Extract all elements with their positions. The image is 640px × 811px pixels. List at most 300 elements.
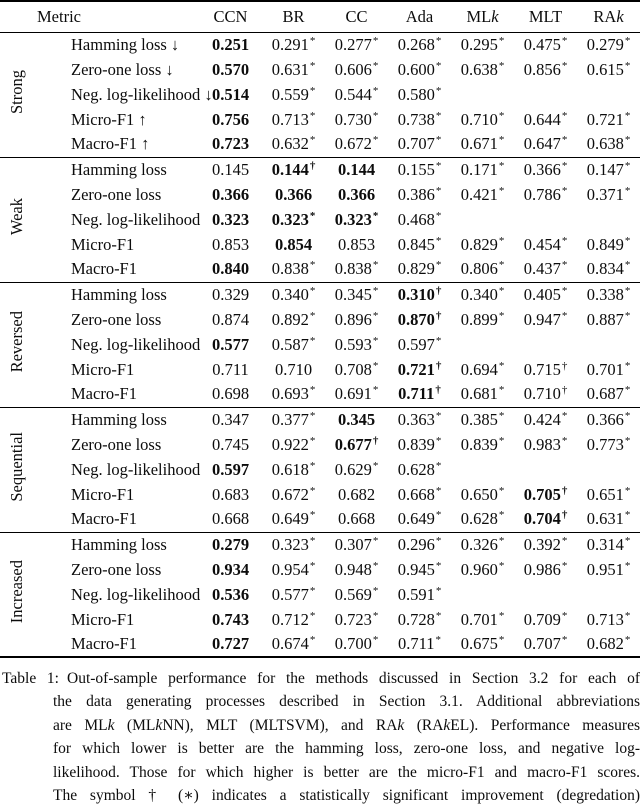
metric-value: 0.839	[397, 434, 435, 454]
group-cell	[0, 32, 34, 157]
value-cell	[325, 32, 388, 57]
metric-value: 0.870	[397, 309, 435, 329]
asterisk-marker: *	[435, 559, 442, 572]
metric-value: 0.277	[334, 34, 372, 54]
asterisk-marker: *	[498, 109, 505, 122]
metric-value: 0.251	[211, 34, 250, 54]
value-cell	[262, 82, 325, 107]
metric-value: 0.853	[337, 234, 376, 254]
asterisk-marker: *	[435, 184, 442, 197]
asterisk-marker: *	[561, 134, 568, 147]
caption-lines	[0, 667, 640, 807]
value-cell	[514, 132, 577, 157]
asterisk-marker: *	[372, 459, 379, 472]
value-cell	[514, 432, 577, 457]
value-cell	[325, 532, 388, 557]
table-row	[0, 382, 640, 407]
asterisk-marker: *	[372, 134, 379, 147]
value-cell	[199, 332, 262, 357]
value-cell	[262, 332, 325, 357]
asterisk-marker: *	[309, 284, 316, 297]
asterisk-marker: *	[624, 384, 631, 397]
asterisk-marker: *	[624, 409, 631, 422]
metric-value: 0.708	[334, 359, 372, 379]
value-cell	[199, 357, 262, 382]
asterisk-marker: *	[498, 134, 505, 147]
value-cell	[325, 307, 388, 332]
value-cell	[577, 632, 640, 657]
value-cell	[388, 382, 451, 407]
metric-value: 0.615	[586, 59, 624, 79]
metric-value: 0.338	[586, 284, 624, 304]
metric-value: 0.838	[334, 259, 372, 279]
metric-value: 0.834	[586, 259, 624, 279]
asterisk-marker: *	[498, 559, 505, 572]
metric-value: 0.310	[397, 284, 435, 304]
metric-value: 0.728	[397, 609, 435, 629]
value-cell	[262, 532, 325, 557]
metric-value: 0.854	[274, 234, 313, 254]
metric-value: 0.745	[211, 434, 250, 454]
metric-label: Zero-one loss	[71, 559, 162, 579]
value-cell	[199, 232, 262, 257]
value-cell	[199, 407, 262, 432]
value-cell	[514, 282, 577, 307]
asterisk-marker: *	[624, 534, 631, 547]
table-row	[0, 207, 640, 232]
metric-value: 0.577	[271, 584, 309, 604]
asterisk-marker: *	[435, 109, 442, 122]
caption-line: are MLk (MLkNN), MLT (MLTSVM), and RAk (RAkEL). Performance measures	[53, 716, 640, 734]
value-cell	[325, 157, 388, 182]
value-cell	[199, 257, 262, 282]
asterisk-marker: *	[561, 59, 568, 72]
metric-value: 0.326	[460, 534, 498, 554]
asterisk-marker: *	[624, 234, 631, 247]
asterisk-marker: *	[624, 59, 631, 72]
metric-value: 0.323	[211, 209, 250, 229]
value-cell	[514, 82, 577, 107]
metric-value: 0.934	[211, 559, 250, 579]
metric-label: Macro-F1 ↑	[71, 134, 150, 154]
dagger-marker: †	[561, 384, 568, 397]
metric-value: 0.366	[211, 184, 250, 204]
metric-value: 0.721	[397, 359, 435, 379]
metric-value: 0.874	[211, 309, 250, 329]
asterisk-marker: *	[435, 159, 442, 172]
value-cell	[451, 232, 514, 257]
metric-value: 0.840	[211, 259, 250, 279]
metric-value: 0.675	[460, 634, 498, 653]
metric-value: 0.651	[586, 484, 624, 504]
metric-label: Micro-F1	[71, 484, 135, 504]
asterisk-marker: *	[498, 259, 505, 272]
value-cell	[451, 57, 514, 82]
metric-value: 0.948	[334, 559, 372, 579]
metric-value: 0.340	[460, 284, 498, 304]
value-cell	[577, 232, 640, 257]
metric-value: 0.366	[274, 184, 313, 204]
value-cell	[199, 282, 262, 307]
asterisk-marker: *	[561, 309, 568, 322]
group-increased	[0, 532, 640, 657]
metric-value: 0.638	[586, 134, 624, 154]
metric-label: Macro-F1	[71, 384, 137, 404]
value-cell	[388, 32, 451, 57]
column-header-mlt: MLT	[528, 6, 563, 26]
metric-value: 0.644	[523, 109, 561, 129]
value-cell	[388, 132, 451, 157]
asterisk-marker: *	[498, 159, 505, 172]
value-cell	[577, 332, 640, 357]
metric-value: 0.600	[397, 59, 435, 79]
asterisk-marker: *	[435, 234, 442, 247]
metric-value: 0.687	[586, 384, 624, 404]
metric-value: 0.713	[271, 109, 309, 129]
metric-label: Neg. log-likelihood	[71, 209, 201, 229]
value-cell	[325, 607, 388, 632]
asterisk-marker: *	[435, 509, 442, 522]
table-row	[0, 107, 640, 132]
caption-line: The symbol † (∗) indicates a statistically significant improvement (degredation)	[53, 787, 640, 805]
value-cell	[199, 57, 262, 82]
metric-value: 0.366	[337, 184, 376, 204]
value-cell	[199, 457, 262, 482]
metric-value: 0.701	[586, 359, 624, 379]
metric-value: 0.947	[523, 309, 561, 329]
metric-value: 0.682	[586, 634, 624, 653]
value-cell	[388, 332, 451, 357]
metric-value: 0.694	[460, 359, 498, 379]
value-cell	[199, 107, 262, 132]
metric-value: 0.853	[211, 234, 250, 254]
table-row	[0, 532, 640, 557]
value-cell	[262, 207, 325, 232]
group-cell	[0, 157, 34, 282]
asterisk-marker: *	[372, 309, 379, 322]
asterisk-marker: *	[561, 259, 568, 272]
value-cell	[262, 382, 325, 407]
metric-label: Hamming loss ↓	[71, 34, 180, 54]
value-cell	[325, 357, 388, 382]
caption-label: Table 1:	[2, 670, 59, 687]
metric-value: 0.570	[211, 59, 250, 79]
asterisk-marker: *	[309, 259, 316, 272]
value-cell	[388, 57, 451, 82]
metric-value: 0.730	[334, 109, 372, 129]
metric-value: 0.392	[523, 534, 561, 554]
value-cell	[262, 607, 325, 632]
value-cell	[199, 582, 262, 607]
asterisk-marker: *	[372, 384, 379, 397]
group-cell	[0, 532, 34, 657]
metric-value: 0.597	[397, 334, 435, 354]
group-sequential	[0, 407, 640, 532]
asterisk-marker: *	[498, 34, 505, 47]
asterisk-marker: *	[624, 359, 631, 372]
metric-label: Zero-one loss	[71, 434, 162, 454]
value-cell	[388, 632, 451, 657]
asterisk-marker: *	[309, 384, 316, 397]
metric-value: 0.144	[271, 159, 309, 179]
asterisk-marker: *	[435, 634, 442, 646]
column-header-rak: RAk	[593, 6, 624, 26]
asterisk-marker: *	[309, 84, 316, 97]
table-row	[0, 32, 640, 57]
metric-value: 0.672	[334, 134, 372, 154]
value-cell	[577, 257, 640, 282]
value-cell	[325, 382, 388, 407]
value-cell	[577, 307, 640, 332]
metric-value: 0.580	[397, 84, 435, 104]
metric-value: 0.738	[397, 109, 435, 129]
asterisk-marker: *	[498, 384, 505, 397]
metric-value: 0.514	[211, 84, 250, 104]
value-cell	[577, 507, 640, 532]
asterisk-marker: *	[498, 284, 505, 297]
metric-value: 0.593	[334, 334, 372, 354]
dagger-marker: †	[435, 284, 442, 297]
group-strong	[0, 32, 640, 157]
value-cell	[325, 82, 388, 107]
asterisk-marker: *	[435, 34, 442, 47]
value-cell	[577, 157, 640, 182]
value-cell	[199, 607, 262, 632]
table-row	[0, 57, 640, 82]
value-cell	[514, 182, 577, 207]
metric-label: Micro-F1	[71, 234, 135, 254]
asterisk-marker: *	[624, 184, 631, 197]
metric-value: 0.683	[211, 484, 250, 504]
metric-value: 0.268	[397, 34, 435, 54]
value-cell	[325, 132, 388, 157]
value-cell	[577, 207, 640, 232]
value-cell	[388, 457, 451, 482]
metric-value: 0.701	[460, 609, 498, 629]
value-cell	[388, 307, 451, 332]
value-cell	[325, 182, 388, 207]
value-cell	[262, 357, 325, 382]
metric-label: Neg. log-likelihood ↓	[71, 84, 213, 104]
metric-value: 0.705	[523, 484, 561, 504]
value-cell	[451, 132, 514, 157]
metric-value: 0.693	[271, 384, 309, 404]
table-row	[0, 282, 640, 307]
metric-label: Hamming loss	[71, 409, 167, 429]
asterisk-marker: *	[498, 534, 505, 547]
value-cell	[514, 532, 577, 557]
caption-line: Table 1: Out-of-sample performance for the methods discussed in Section 3.2 for each of	[2, 670, 640, 687]
metric-label: Hamming loss	[71, 534, 167, 554]
value-cell	[325, 432, 388, 457]
value-cell	[514, 207, 577, 232]
asterisk-marker: *	[435, 609, 442, 622]
asterisk-marker: *	[498, 484, 505, 497]
metric-value: 0.386	[397, 184, 435, 204]
value-cell	[262, 507, 325, 532]
metric-value: 0.591	[397, 584, 435, 604]
value-cell	[577, 482, 640, 507]
header-row	[0, 1, 640, 32]
value-cell	[451, 557, 514, 582]
asterisk-marker: *	[624, 259, 631, 272]
value-cell	[388, 182, 451, 207]
value-cell	[577, 82, 640, 107]
value-cell	[451, 432, 514, 457]
value-cell	[199, 632, 262, 657]
metric-value: 0.960	[460, 559, 498, 579]
table-row	[0, 457, 640, 482]
asterisk-marker: *	[309, 584, 316, 597]
table-row	[0, 307, 640, 332]
metric-value: 0.677	[334, 434, 372, 454]
value-cell	[262, 257, 325, 282]
value-cell	[388, 582, 451, 607]
metric-value: 0.723	[334, 609, 372, 629]
metric-value: 0.887	[586, 309, 624, 329]
value-cell	[451, 382, 514, 407]
metric-value: 0.856	[523, 59, 561, 79]
metric-value: 0.922	[271, 434, 309, 454]
metric-value: 0.698	[211, 384, 250, 404]
value-cell	[451, 407, 514, 432]
asterisk-marker: *	[372, 59, 379, 72]
metric-label: Neg. log-likelihood	[71, 334, 201, 354]
value-cell	[325, 232, 388, 257]
asterisk-marker: *	[561, 634, 568, 646]
asterisk-marker: *	[561, 34, 568, 47]
metric-value: 0.569	[334, 584, 372, 604]
metric-value: 0.631	[586, 509, 624, 529]
asterisk-marker: *	[498, 609, 505, 622]
value-cell	[262, 457, 325, 482]
asterisk-marker: *	[309, 534, 316, 547]
metric-value: 0.756	[211, 109, 250, 129]
value-cell	[325, 282, 388, 307]
value-cell	[514, 507, 577, 532]
dagger-marker: †	[372, 434, 379, 447]
asterisk-marker: *	[498, 59, 505, 72]
value-cell	[262, 157, 325, 182]
metric-value: 0.899	[460, 309, 498, 329]
metric-value: 0.144	[337, 159, 376, 179]
group-reversed	[0, 282, 640, 407]
metric-value: 0.671	[460, 134, 498, 154]
metric-value: 0.340	[271, 284, 309, 304]
metric-label: Micro-F1	[71, 359, 135, 379]
value-cell	[577, 357, 640, 382]
metric-value: 0.371	[586, 184, 624, 204]
metric-value: 0.712	[271, 609, 309, 629]
value-cell	[451, 207, 514, 232]
value-cell	[577, 457, 640, 482]
table-row	[0, 557, 640, 582]
value-cell	[262, 282, 325, 307]
value-cell	[199, 532, 262, 557]
value-cell	[388, 607, 451, 632]
asterisk-marker: *	[435, 334, 442, 347]
asterisk-marker: *	[372, 84, 379, 97]
asterisk-marker: *	[435, 409, 442, 422]
value-cell	[514, 582, 577, 607]
metric-value: 0.710	[523, 384, 561, 404]
table-row	[0, 232, 640, 257]
metric-value: 0.171	[460, 159, 498, 179]
asterisk-marker: *	[372, 534, 379, 547]
asterisk-marker: *	[372, 109, 379, 122]
asterisk-marker: *	[624, 134, 631, 147]
value-cell	[451, 632, 514, 657]
metric-value: 0.710	[460, 109, 498, 129]
value-cell	[388, 257, 451, 282]
metric-label: Macro-F1	[71, 509, 137, 529]
asterisk-marker: *	[561, 284, 568, 297]
metric-value: 0.710	[274, 359, 313, 379]
asterisk-marker: *	[372, 209, 379, 222]
metric-value: 0.786	[523, 184, 561, 204]
metric-value: 0.323	[271, 209, 309, 229]
metric-value: 0.649	[397, 509, 435, 529]
value-cell	[451, 607, 514, 632]
asterisk-marker: *	[372, 559, 379, 572]
group-cell	[0, 407, 34, 532]
metric-value: 0.945	[397, 559, 435, 579]
value-cell	[451, 157, 514, 182]
value-cell	[451, 532, 514, 557]
metric-label: Zero-one loss ↓	[71, 59, 174, 79]
metric-value: 0.618	[271, 459, 309, 479]
dagger-marker: †	[435, 384, 441, 397]
asterisk-marker: *	[561, 234, 568, 247]
value-cell	[325, 207, 388, 232]
metric-value: 0.638	[460, 59, 498, 79]
value-cell	[325, 457, 388, 482]
value-cell	[451, 282, 514, 307]
asterisk-marker: *	[309, 109, 316, 122]
value-cell	[262, 557, 325, 582]
column-header-ada: Ada	[405, 6, 434, 26]
metric-value: 0.577	[211, 334, 250, 354]
metric-value: 0.155	[397, 159, 435, 179]
asterisk-marker: *	[309, 509, 316, 522]
value-cell	[388, 407, 451, 432]
value-cell	[388, 482, 451, 507]
table-row	[0, 407, 640, 432]
metric-value: 0.366	[523, 159, 561, 179]
column-header-ccn: CCN	[213, 6, 248, 26]
value-cell	[199, 207, 262, 232]
value-cell	[199, 557, 262, 582]
value-cell	[451, 482, 514, 507]
dagger-marker: †	[435, 359, 442, 372]
metric-value: 0.845	[397, 234, 435, 254]
metric-value: 0.279	[211, 534, 250, 554]
asterisk-marker: *	[498, 409, 505, 422]
value-cell	[325, 57, 388, 82]
value-cell	[577, 582, 640, 607]
metric-label: Macro-F1	[71, 634, 137, 653]
metric-label: Neg. log-likelihood	[71, 459, 201, 479]
value-cell	[199, 432, 262, 457]
metric-value: 0.377	[271, 409, 309, 429]
metric-value: 0.682	[337, 484, 376, 504]
metric-value: 0.279	[586, 34, 624, 54]
metric-value: 0.536	[211, 584, 250, 604]
metric-value: 0.715	[523, 359, 561, 379]
metric-value: 0.628	[460, 509, 498, 529]
metric-value: 0.838	[271, 259, 309, 279]
column-header-mlk: MLk	[466, 6, 499, 26]
